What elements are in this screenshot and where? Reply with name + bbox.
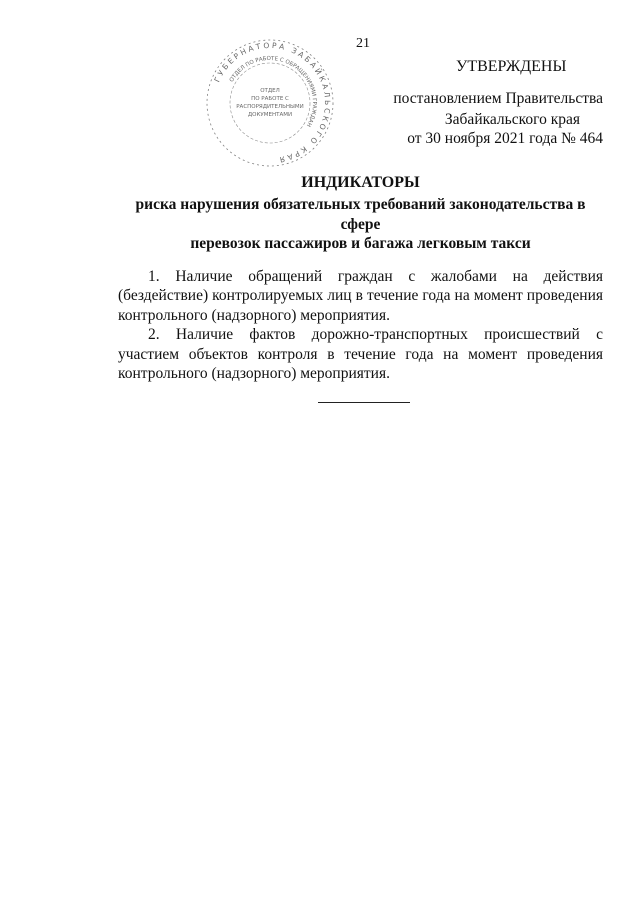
document-title: ИНДИКАТОРЫ: [301, 174, 420, 191]
indicator-item: 1. Наличие обращений граждан с жалобами на действия (бездействие) контролируемых лиц в течение года на момент проведения контрольного (надзорного) мероприятия.: [118, 267, 603, 324]
approval-line: постановлением Правительства: [393, 90, 603, 107]
approval-heading: УТВЕРЖДЕНЫ: [456, 58, 567, 75]
stamp-center-line: РАСПОРЯДИТЕЛЬНЫМИ: [236, 104, 304, 110]
indicator-item: 2. Наличие фактов дорожно-транспортных происшествий с участием объектов контроля в течение года на момент проведения контрольного (надзорного) мероприятия.: [118, 326, 603, 382]
page-number: 21: [356, 36, 370, 51]
stamp-center-line: ДОКУМЕНТАМИ: [247, 112, 293, 118]
stamp-center-line: ОТДЕЛ: [260, 88, 280, 94]
end-divider: [318, 402, 410, 403]
approval-line: от 30 ноября 2021 года № 464: [407, 130, 603, 147]
official-stamp: [205, 38, 335, 168]
stamp-outer-text: ГУБЕРНАТОРА ЗАБАЙКАЛЬСКОГО КРАЯ: [212, 40, 333, 165]
stamp-inner-text: ОТДЕЛ ПО РАБОТЕ С ОБРАЩЕНИЯМИ ГРАЖДАН: [228, 55, 318, 128]
approval-line: Забайкальского края: [444, 111, 580, 128]
document-subtitle: риска нарушения обязательных требований законодательства в сфере: [135, 196, 586, 233]
document-subtitle: перевозок пассажиров и багажа легковым такси: [190, 235, 531, 252]
indicator-list: [118, 267, 603, 384]
stamp-center-line: ПО РАБОТЕ С: [251, 96, 289, 102]
document-body: [118, 173, 603, 384]
